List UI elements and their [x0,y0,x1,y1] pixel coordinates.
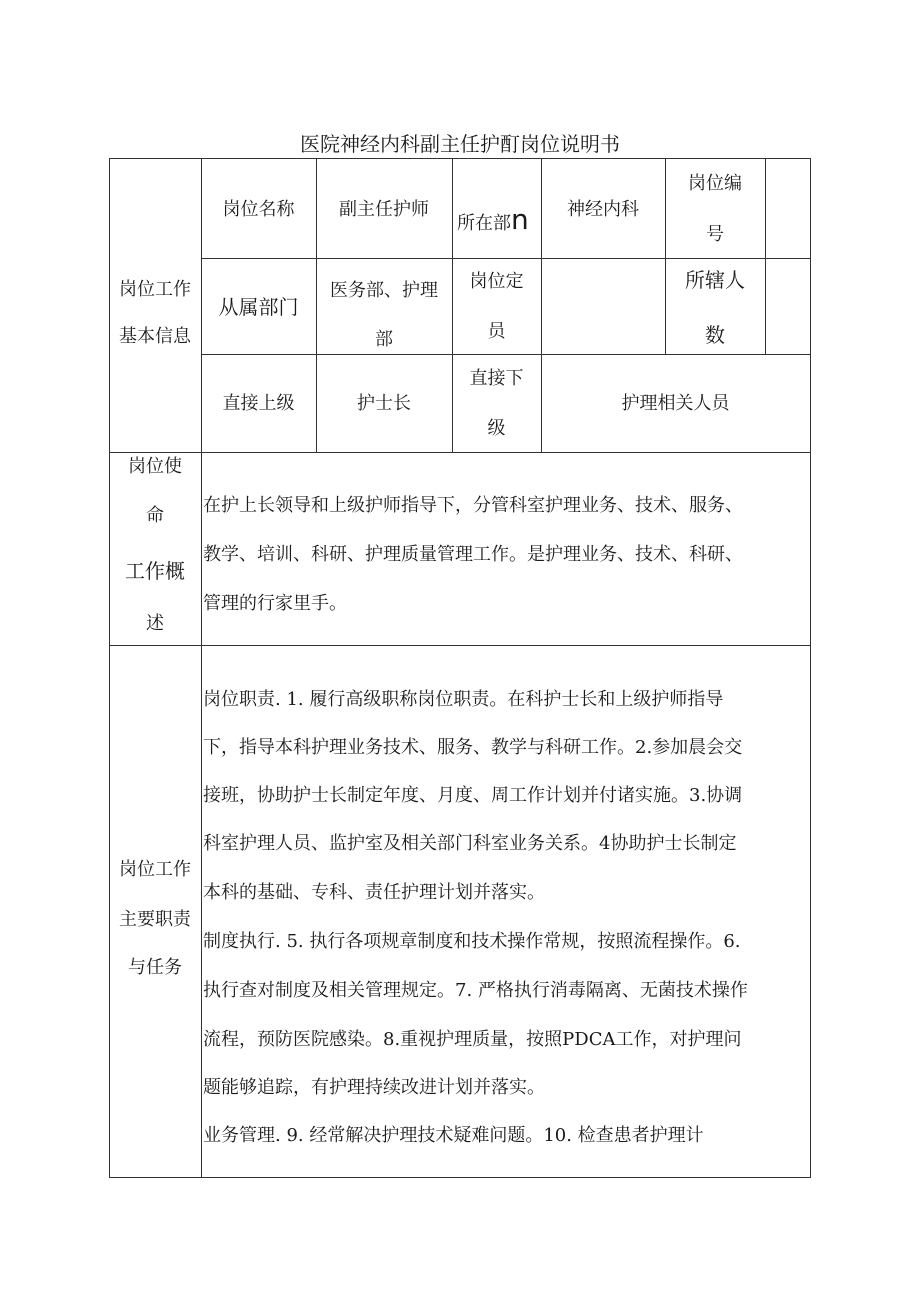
duties-line: 题能够追踪，有护理持续改进计划并落实。 [203,1077,545,1098]
affiliated-value-1: 医务部、护理 [330,280,438,301]
basic-info-label-1: 岗位工作 [119,279,191,300]
duties-line: 执行查对制度及相关管理规定。7. 严格执行消毒隔离、无菌技术操作 [203,980,748,1001]
post-no-label-2: 号 [706,224,724,245]
duties-line: 接班，协助护士长制定年度、月度、周工作计划并付诸实施。3.协调 [203,785,743,806]
mission-line: 在护上长领导和上级护师指导下，分管科室护理业务、技术、服务、 [203,495,743,516]
basic-info-label-2: 基本信息 [119,326,191,347]
subordinates-label-2: 数 [705,323,725,347]
mission-label-4: 述 [146,613,164,634]
duties-line: 岗位职责. 1. 履行高级职称岗位职责。在科护士长和上级护师指导 [203,689,724,710]
duties-label-3: 与任务 [128,957,182,978]
dept-label: 所在部n [457,203,529,236]
mission-label-1: 岗位使 [128,456,182,477]
quota-label-1: 岗位定 [469,271,524,292]
duties-line: 下，指导本科护理业务技术、服务、教学与科研工作。2.参加晨会交 [203,737,743,758]
superior-value: 护士长 [357,393,411,414]
duties-line: 业务管理. 9. 经常解决护理技术疑难问题。10. 检查患者护理计 [203,1125,704,1146]
mission-label-2: 命 [146,505,164,526]
duties-label-1: 岗位工作 [119,859,191,880]
subordinates-label-1: 所辖人 [685,268,745,292]
affiliated-value-2: 部 [375,329,393,350]
post-no-value [766,159,810,258]
direct-sub-label-1: 直接下 [469,368,524,389]
duties-line: 流程，预防医院感染。8.重视护理质量，按照PDCA工作，对护理问 [203,1029,742,1050]
superior-label: 直接上级 [222,393,295,414]
post-name-value: 副主任护师 [339,199,429,220]
duties-line: 科室护理人员、监护室及相关部门科室业务关系。4协助护士长制定 [203,833,737,854]
subordinates-value [766,259,810,354]
duties-line: 制度执行. 5. 执行各项规章制度和技术操作常规，按照流程操作。6. [203,931,741,952]
quota-label-2: 员 [487,321,506,342]
dept-value: 神经内科 [567,199,639,220]
post-no-label-1: 岗位编 [688,173,742,194]
affiliated-label: 从属部门 [218,295,299,319]
duties-label-2: 主要职责 [119,909,191,930]
mission-label-3: 工作概 [125,559,185,583]
page-title: 医院神经内科副主任护酊岗位说明书 [300,132,620,156]
mission-line: 管理的行家里手。 [203,593,347,614]
post-name-label: 岗位名称 [222,199,295,220]
quota-value [542,259,665,354]
direct-sub-value: 护理相关人员 [621,393,730,414]
direct-sub-label-2: 级 [487,418,506,439]
mission-line: 教学、培训、科研、护理质量管理工作。是护理业务、技术、科研、 [203,544,743,565]
duties-line: 本科的基础、专科、责任护理计划并落实。 [203,882,545,903]
